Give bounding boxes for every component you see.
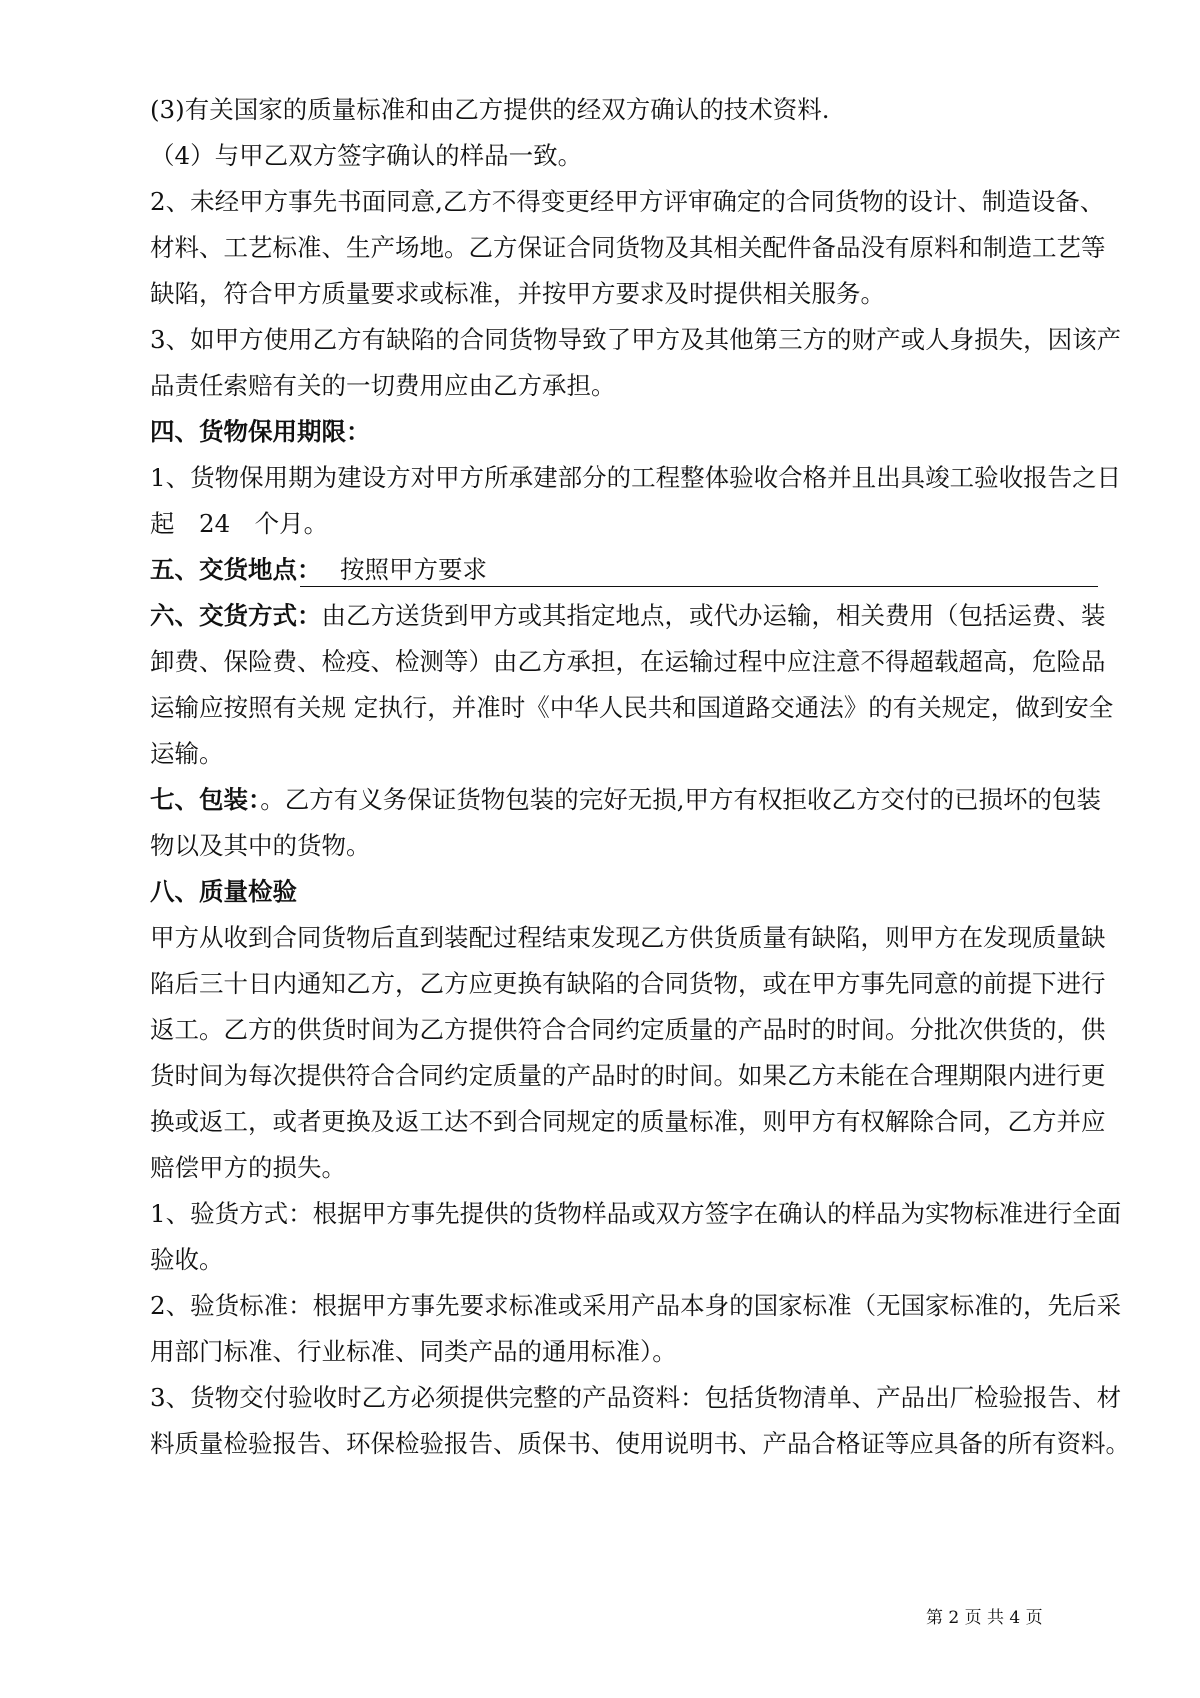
- inspection-line-2: 陷后三十日内通知乙方，乙方应更换有缺陷的合同货物，或在甲方事先同意的前提下进行: [150, 969, 1106, 998]
- clause-3-line-1: 3、如甲方使用乙方有缺陷的合同货物导致了甲方及其他第三方的财产或人身损失，因该产: [150, 325, 1122, 354]
- section-4-heading: 四、货物保用期限：: [150, 417, 371, 446]
- clause-2-line-2: 材料、工艺标准、生产场地。乙方保证合同货物及其相关配件备品没有原料和制造工艺等: [150, 233, 1106, 262]
- inspection-method-line-2: 验收。: [150, 1245, 224, 1274]
- packing-text: 。乙方有义务保证货物包装的完好无损,甲方有权拒收乙方交付的已损坏的包装: [260, 785, 1102, 814]
- delivery-place-underline: [300, 586, 1098, 587]
- section-5-delivery-place: [150, 546, 1100, 594]
- clause-3-line-2: 品责任索赔有关的一切费用应由乙方承担。: [150, 371, 616, 400]
- delivery-place-label: 五、交货地点：: [150, 555, 322, 584]
- inspection-line-3: 返工。乙方的供货时间为乙方提供符合合同约定质量的产品时的时间。分批次供货的，供: [150, 1015, 1106, 1044]
- section-8-heading: 八、质量检验: [150, 877, 297, 906]
- delivery-method-label: 六、交货方式：: [150, 601, 322, 630]
- section-6-line-4: 运输。: [150, 739, 224, 768]
- section-7-line-2: 物以及其中的货物。: [150, 831, 371, 860]
- page-number-footer: 第 2 页 共 4 页: [926, 1608, 1043, 1628]
- delivery-method-text: 由乙方送货到甲方或其指定地点，或代办运输，相关费用（包括运费、装: [321, 601, 1106, 630]
- inspection-line-1: 甲方从收到合同货物后直到装配过程结束发现乙方供货质量有缺陷，则甲方在发现质量缺: [150, 923, 1106, 952]
- inspection-docs-line-1: 3、货物交付验收时乙方必须提供完整的产品资料：包括货物清单、产品出厂检验报告、材: [150, 1383, 1122, 1412]
- section-7-line-1: [150, 776, 1100, 824]
- section-6-line-3: 运输应按照有关规 定执行，并准时《中华人民共和国道路交通法》的有关规定，做到安全: [150, 693, 1114, 722]
- section-6-line-2: 卸费、保险费、检疫、检测等）由乙方承担，在运输过程中应注意不得超载超高，危险品: [150, 647, 1106, 676]
- clause-2-line-1: 2、未经甲方事先书面同意,乙方不得变更经甲方评审确定的合同货物的设计、制造设备、: [150, 187, 1105, 216]
- warranty-line-1: 1、货物保用期为建设方对甲方所承建部分的工程整体验收合格并且出具竣工验收报告之日: [150, 463, 1122, 492]
- delivery-place-value: 按照甲方要求: [340, 555, 487, 584]
- inspection-line-4: 货时间为每次提供符合合同约定质量的产品时的时间。如果乙方未能在合理期限内进行更: [150, 1061, 1106, 1090]
- inspection-docs-line-2: 料质量检验报告、环保检验报告、质保书、使用说明书、产品合格证等应具备的所有资料。: [150, 1429, 1130, 1458]
- clause-4-samples: （4）与甲乙双方签字确认的样品一致。: [150, 141, 583, 170]
- inspection-method-line-1: 1、验货方式：根据甲方事先提供的货物样品或双方签字在确认的样品为实物标准进行全面: [150, 1199, 1122, 1228]
- section-6-line-1: [150, 592, 1106, 640]
- clause-3-standards: (3)有关国家的质量标准和由乙方提供的经双方确认的技术资料.: [150, 95, 830, 124]
- inspection-standard-line-2: 用部门标准、行业标准、同类产品的通用标准）。: [150, 1337, 677, 1366]
- clause-2-line-3: 缺陷，符合甲方质量要求或标准，并按甲方要求及时提供相关服务。: [150, 279, 885, 308]
- inspection-line-5: 换或返工，或者更换及返工达不到合同规定的质量标准，则甲方有权解除合同，乙方并应: [150, 1107, 1106, 1136]
- inspection-standard-line-1: 2、验货标准：根据甲方事先要求标准或采用产品本身的国家标准（无国家标准的，先后采: [150, 1291, 1122, 1320]
- inspection-line-6: 赔偿甲方的损失。: [150, 1153, 346, 1182]
- warranty-line-2: 起 24 个月。: [150, 509, 329, 538]
- packing-label: 七、包装：: [150, 785, 261, 814]
